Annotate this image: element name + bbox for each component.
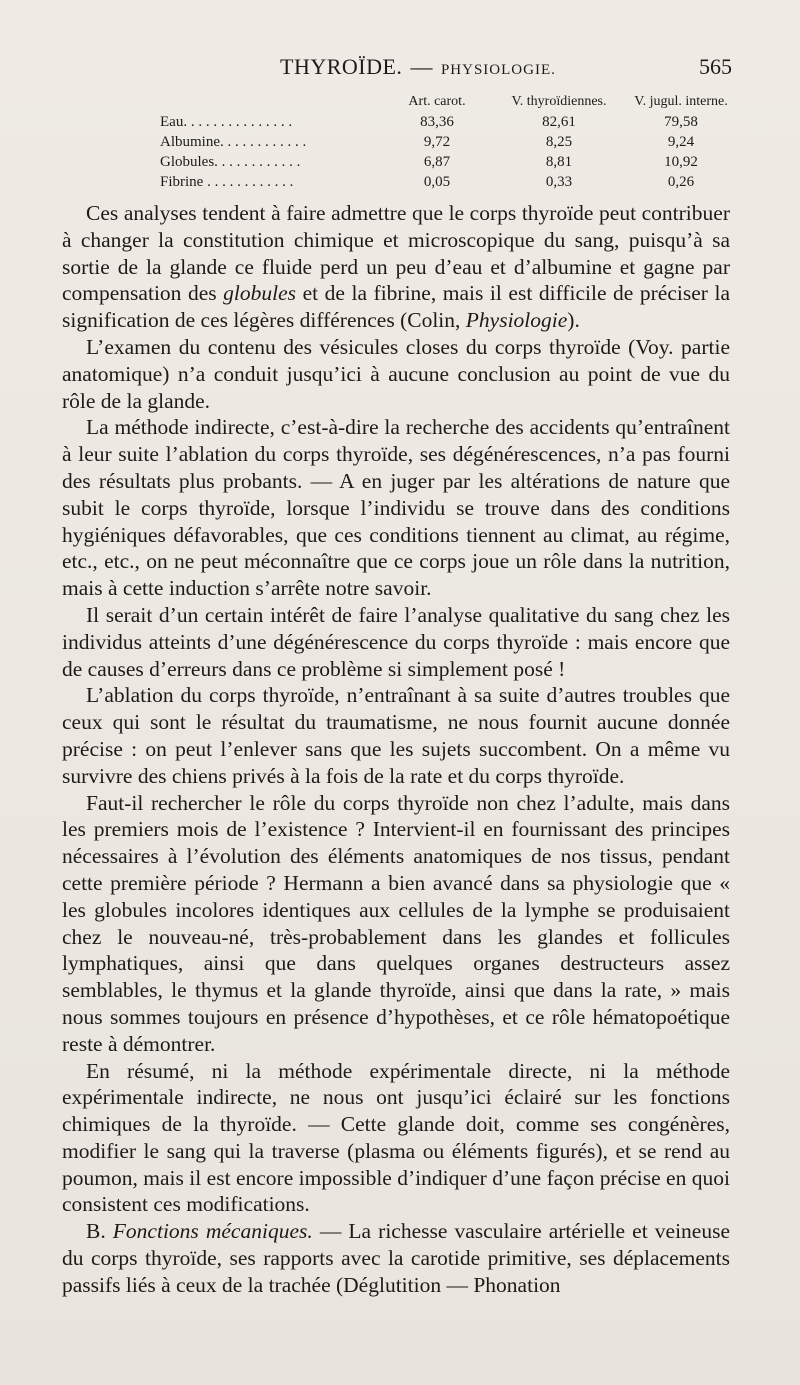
body-text bbox=[62, 200, 730, 1299]
paragraph-text: Ces analyses tendent à faire admettre que le corps thyroïde peut contribuer à changer la constitution chimique et microscopique du sang, puisqu’à sa sortie de la glande ce fluide perd un peu d’eau et d’albumine et gagne par compensation des bbox=[62, 201, 730, 306]
column-header: V. jugul. interne. bbox=[634, 94, 728, 109]
table-cell: 83,36 bbox=[420, 114, 454, 130]
header-dash: — bbox=[410, 54, 433, 79]
row-label: Fibrine . . . . . . . . . . . . bbox=[160, 174, 294, 190]
paragraph-resume: En résumé, ni la méthode expérimentale directe, ni la méthode expérimentale indirecte, ne nous ont jusqu’ici éclairé sur les fonctions chimiques de la thyroïde. — Cette glande doit, comme ses congénères, modifier le sang qui la traverse (plasma ou éléments figurés), et se rend au poumon, mais il est encore impossible d’indiquer d’une façon précise en quoi consistent ces modifications. bbox=[62, 1058, 730, 1217]
paragraph-text: ). bbox=[567, 308, 580, 333]
blood-analysis-table bbox=[150, 92, 742, 192]
row-label: Eau. . . . . . . . . . . . . . . bbox=[160, 114, 293, 130]
table-header-row bbox=[150, 92, 742, 112]
paragraph-text: et de la fibrine, mais il est difficile de préciser la signification de ces légères différences (Colin, bbox=[62, 281, 730, 333]
column-header: V. thyroïdiennes. bbox=[511, 94, 607, 109]
paragraph-fonctions-mecaniques bbox=[62, 1218, 730, 1298]
column-header: Art. carot. bbox=[408, 94, 466, 109]
table-cell: 0,26 bbox=[667, 174, 695, 190]
row-label: Globules. . . . . . . . . . . . bbox=[160, 154, 301, 170]
running-title bbox=[280, 54, 556, 80]
header-title: THYROÏDE. bbox=[280, 54, 403, 79]
table-row bbox=[150, 132, 742, 152]
table-row bbox=[150, 112, 742, 132]
page-number: 565 bbox=[699, 54, 732, 79]
table-row bbox=[150, 152, 742, 172]
table-cell: 8,81 bbox=[545, 154, 573, 170]
table-cell: 79,58 bbox=[664, 114, 698, 130]
paragraph-ablation: L’ablation du corps thyroïde, n’entraînant à sa suite d’autres troubles que ceux qui sont le résultat du traumatisme, ne nous fournit aucune donnée précise : on peut l’enlever sans que les sujets succombent. On a même vu survivre des chiens privés à la fois de la rate et du corps thyroïde. bbox=[62, 683, 730, 788]
table-cell: 8,25 bbox=[545, 134, 573, 150]
table-cell: 9,24 bbox=[667, 134, 695, 150]
header-subtitle: PHYSIOLOGIE. bbox=[440, 62, 556, 78]
table-cell: 0,05 bbox=[423, 174, 451, 190]
section-heading: Fonctions mécaniques. bbox=[112, 1219, 313, 1244]
paragraph-hermann: Faut-il rechercher le rôle du corps thyroïde non chez l’adulte, mais dans les premiers mois de l’existence ? Intervient-il en fournissant des principes nécessaires à l’évolution des éléments anatomiques de nos tissus, pendant cette première période ? Hermann a bien avancé dans sa physiologie que « les globules incolores identiques aux cellules de la lymphe se produisaient chez le nouveau-né, très-probablement dans les glandes et follicules lymphatiques, ainsi que dans quelques organes destructeurs assez semblables, le thymus et la glande thyroïde, ainsi que dans la rate, » mais nous sommes toujours en présence d’hypothèses, et ce rôle hématopoétique reste à démontrer. bbox=[62, 790, 730, 1056]
table-cell: 9,72 bbox=[423, 134, 451, 150]
table-cell: 0,33 bbox=[545, 174, 573, 190]
table-cell: 82,61 bbox=[542, 114, 576, 130]
italic-citation: Physiologie bbox=[465, 308, 568, 333]
table-cell: 10,92 bbox=[664, 154, 698, 170]
running-head bbox=[62, 54, 732, 84]
paragraph-analyse-qualitative: Il serait d’un certain intérêt de faire l’analyse qualitative du sang chez les individus atteints d’une dégénérescence du corps thyroïde : mais encore que de causes d’erreurs dans ce problème si simplement posé ! bbox=[62, 602, 730, 681]
paragraph-methode-indirecte: La méthode indirecte, c’est-à-dire la recherche des accidents qu’entraînent à leur suite l’ablation du corps thyroïde, ses dégénérescences, n’a pas fourni des résultats plus probants. — A en juger par les altérations de nature que subit le corps thyroïde, lorsque l’individu se trouve dans des conditions hygiéniques défavorables, que ces conditions tiennent au climat, au régime, etc., etc., on ne peut méconnaître que ce corps joue un rôle dans la nutrition, mais à cette induction s’arrête notre savoir. bbox=[62, 415, 730, 601]
table-cell: 6,87 bbox=[423, 154, 451, 170]
table-corner bbox=[150, 92, 376, 112]
table-row bbox=[150, 172, 742, 192]
section-letter: B. bbox=[86, 1219, 113, 1244]
paragraph-examen: L’examen du contenu des vésicules closes du corps thyroïde (Voy. partie anatomique) n’a conduit jusqu’ici à aucune conclusion au point de vue du rôle de la glande. bbox=[62, 334, 730, 413]
paragraph-text: — La richesse vasculaire artérielle et veineuse du corps thyroïde, ses rapports avec la carotide primitive, ses déplacements passifs liés à ceux de la trachée (Déglutition — Phonation bbox=[62, 1219, 730, 1297]
paragraph-analyses bbox=[62, 200, 730, 334]
row-label: Albumine. . . . . . . . . . . . bbox=[160, 134, 307, 150]
italic-term: globules bbox=[223, 281, 297, 306]
